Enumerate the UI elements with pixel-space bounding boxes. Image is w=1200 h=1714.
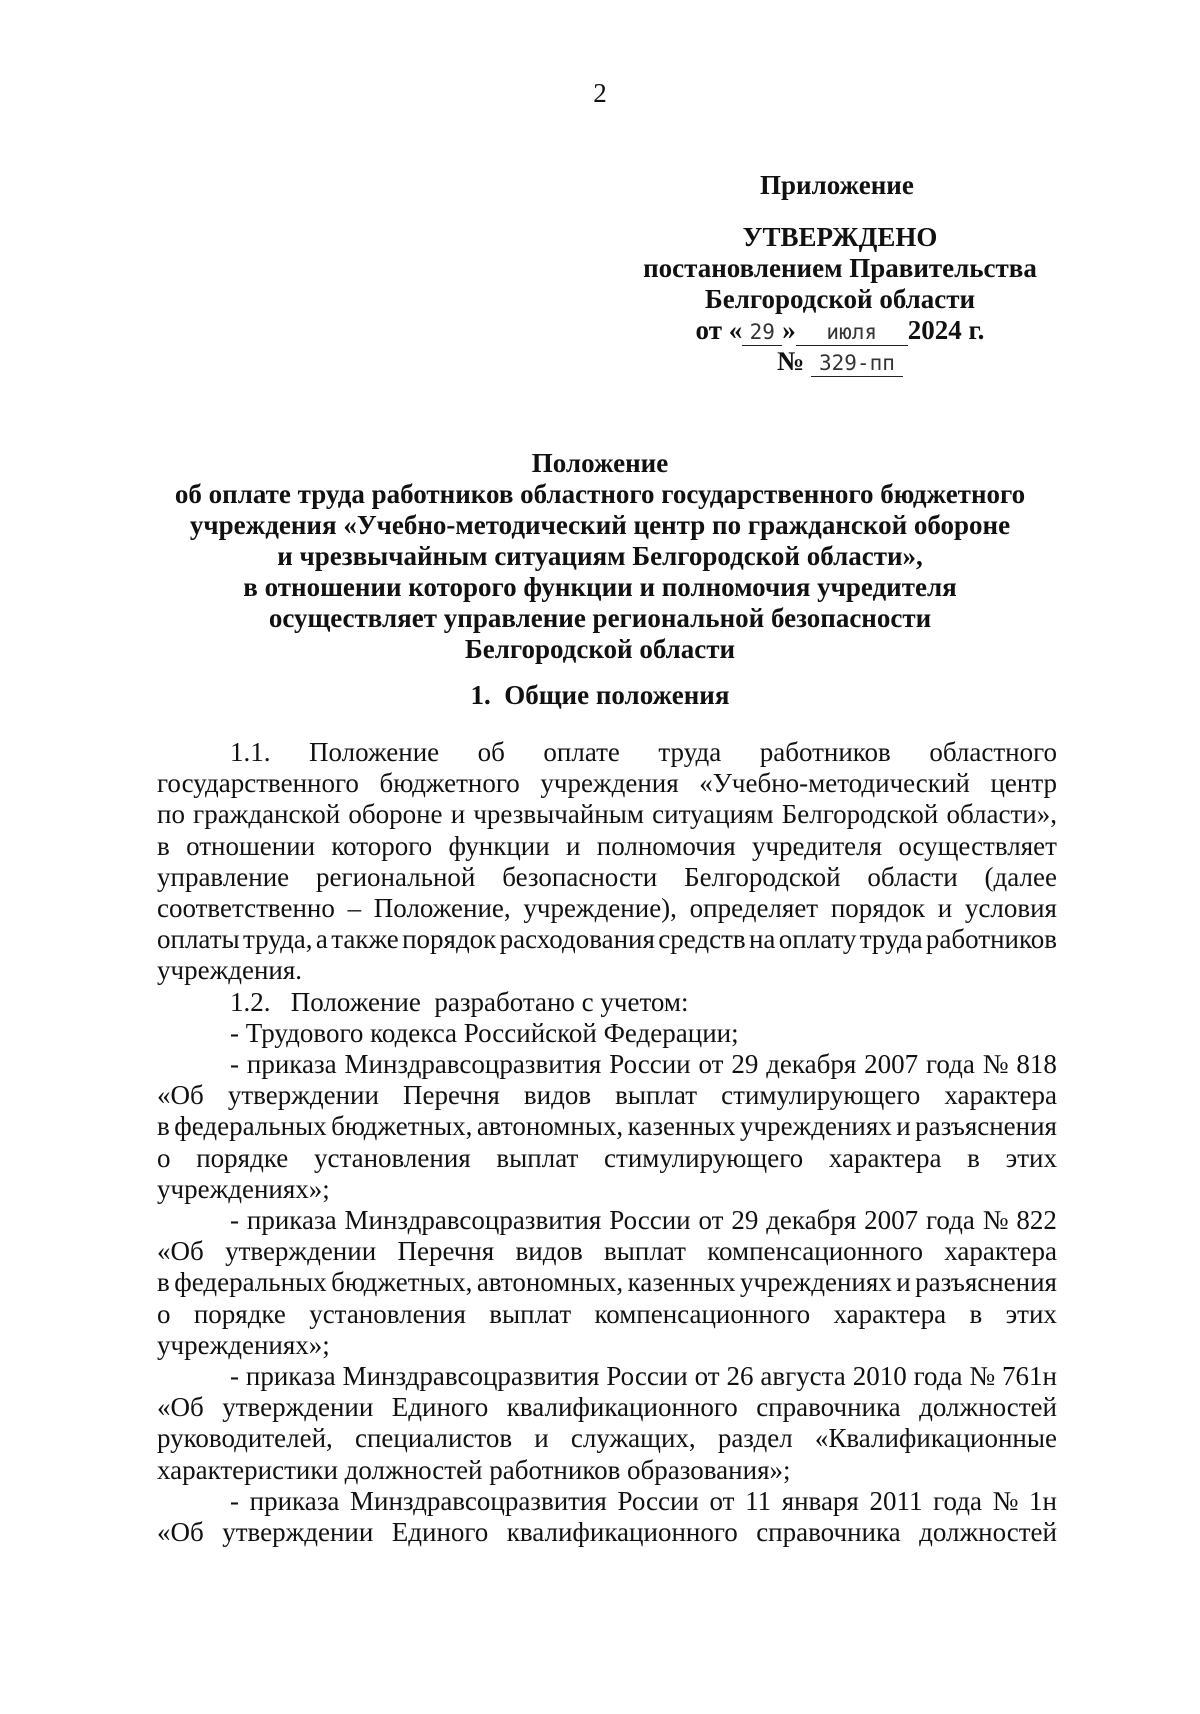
word: – [347,893,362,924]
word: о [157,1298,171,1329]
document-title [150,448,1050,665]
date-mid: » [782,315,796,345]
word: квалификационного [506,1392,738,1423]
paragraph-line [157,799,1057,830]
title-line-1: об оплате труда работников областного государственного бюджетного [174,479,1026,509]
title-heading: Положение [531,448,669,478]
word: Единого [391,1517,489,1548]
word: ситуациям [652,799,774,830]
number-prefix: № [777,346,805,376]
word: - [230,1205,239,1236]
word: «Об [157,1236,204,1267]
word: полномочия [596,830,736,861]
word: оплаты [157,924,240,955]
word: «Об [157,1517,204,1548]
approval-block [640,222,1040,377]
word: автономных, [476,1111,624,1142]
word: управление [157,861,290,892]
word: бюджетных, [331,1111,473,1142]
word: об [477,737,505,767]
word: центр [990,768,1057,799]
word: № [982,1205,1009,1236]
word: отношении [186,830,316,861]
word: от [694,1361,720,1392]
approval-line-1: постановлением Правительства [643,253,1037,283]
word: этих [1005,1298,1057,1329]
word: труда, [243,924,313,955]
paragraph-line [157,862,1057,893]
word: учреждениях [740,1111,892,1142]
word: и [566,830,581,861]
word: № [992,1485,1019,1516]
word: 1н [1028,1485,1057,1516]
word: Перечня [403,1080,500,1111]
word: года [933,1485,982,1516]
word: Перечня [397,1236,495,1267]
list-item-line [157,1361,1057,1392]
word: 26 [726,1361,754,1392]
list-item-line [157,1517,1057,1548]
word: «Учебно-методический [699,768,970,799]
word: 29 [731,1205,759,1236]
word: казенных [627,1111,736,1142]
word: обороне [348,799,443,830]
list-item-line [157,1486,1057,1517]
word: России [617,1485,699,1516]
word: видов [523,1080,592,1111]
word: разъяснения [915,1111,1057,1142]
word: Единого [391,1392,489,1423]
title-line-5: осуществляет управление региональной безопасности [268,603,932,633]
word: выплат [489,1298,572,1329]
word: порядке [193,1298,286,1329]
paragraph-line [157,831,1057,862]
word: года [913,1361,963,1392]
paragraph-line: 1.2. Положение разработано с учетом: [230,986,689,1017]
word: «Квалификационные [814,1423,1057,1454]
word: Минздравсоцразвития [342,1361,600,1392]
approval-line-2: Белгородской области [704,284,976,314]
word: труда [859,924,923,955]
approval-number [640,346,1040,377]
word: специалистов [354,1423,513,1454]
word: Минздравсоцразвития [344,1205,602,1236]
title-line-6: Белгородской области [464,634,736,664]
word: порядок [830,893,926,924]
word: автономных, [476,1267,624,1298]
list-item-line [157,1111,1057,1142]
word: года [926,1049,975,1080]
word: по [157,799,185,830]
word: руководителей, [157,1423,333,1454]
word: региональной [316,861,476,892]
word: приказа [245,1361,336,1392]
word: характера [944,1080,1057,1111]
word: безопасности [502,861,658,892]
word: учреждениях [740,1267,892,1298]
word: характера [828,1142,942,1173]
word: служащих, [570,1423,696,1454]
word: стимулирующего [721,1080,921,1111]
word: Белгородской [781,799,939,830]
word: приказа [249,1485,340,1516]
word: «Об [157,1392,204,1423]
page-number: 2 [593,78,607,108]
word: учредителя [751,830,883,861]
word: гражданской [193,799,341,830]
word: августа [760,1361,846,1392]
word: России [609,1049,691,1080]
word: - [230,1485,239,1516]
word: казенных [627,1267,736,1298]
word: установления [313,1142,471,1173]
word: компенсационного [594,1298,811,1329]
word: учреждения [540,768,679,799]
word: и [534,1423,549,1454]
paragraph-line: учреждения. [157,955,303,986]
word: от [698,1205,724,1236]
word: 29 [731,1049,759,1080]
word: Белгородской [684,861,841,892]
word: функции [448,830,550,861]
word: России [606,1361,688,1392]
section-number: 1. [470,680,491,710]
title-line-4: в отношении которого функции и полномочия учредителя [243,572,957,602]
approval-heading: УТВЕРЖДЕНО [742,222,938,252]
word: а [315,924,328,955]
list-item-line [157,1205,1057,1236]
word: осуществляет [898,830,1057,861]
word: 1.1. [230,737,271,767]
word: от [709,1485,735,1516]
word: справочника [756,1517,901,1548]
word: Положение, [373,893,511,924]
list-item-line [157,1143,1057,1174]
word: должностей [919,1392,1057,1423]
word: и [937,893,953,924]
word: характера [833,1298,947,1329]
word: федеральных [174,1267,327,1298]
word: порядке [196,1142,289,1173]
word: соответственно [157,893,335,924]
word: Минздравсоцразвития [344,1049,602,1080]
word: работников [925,924,1057,955]
word: условия [964,893,1057,924]
word: выплат [496,1142,579,1173]
approval-date [640,315,1040,346]
number-handwritten: 329-пп [811,350,903,377]
paragraph-line [157,768,1057,799]
word: чрезвычайным [473,799,644,830]
word: порядок [402,924,497,955]
word: утверждении [222,1517,374,1548]
word: расходования [499,924,655,955]
appendix-label: Приложение [760,170,914,200]
date-year: 2024 г. [907,315,985,345]
word: раздел [717,1423,793,1454]
word: утверждении [225,1236,377,1267]
word: выплат [615,1080,698,1111]
word: декабря [766,1205,857,1236]
word: Минздравсоцразвития [350,1485,607,1516]
word: от [698,1049,724,1080]
list-item-line [157,1049,1057,1080]
word: компенсационного [707,1236,923,1267]
word: бюджетного [379,768,520,799]
word: разъяснения [915,1267,1057,1298]
section-heading [0,680,1200,711]
word: стимулирующего [604,1142,804,1173]
section-title: Общие положения [504,680,730,710]
list-item-line [157,1423,1057,1454]
word: должностей [919,1517,1057,1548]
word: оплату [778,924,857,955]
list-item-line: - Трудового кодекса Российской Федерации; [230,1017,739,1048]
word: областного [929,737,1057,767]
list-item-line [157,1392,1057,1423]
word: 761н [1002,1361,1057,1392]
list-item-line: характеристики должностей работников образования»; [157,1454,791,1485]
paragraph-line [157,924,1057,955]
word: декабря [766,1049,857,1080]
title-line-2: учреждения «Учебно-методический центр по гражданской обороне [189,510,1011,540]
word: 2010 [852,1361,907,1392]
word: утверждении [227,1080,379,1111]
word: № [969,1361,996,1392]
date-prefix: от « [695,315,743,345]
word: Положение [309,737,440,767]
date-month-handwritten: июля [796,319,908,346]
word: на [748,924,776,955]
word: России [609,1205,691,1236]
word: в [157,1111,170,1142]
word: (далее [984,861,1057,892]
word: в [967,1142,980,1173]
word: 2011 [869,1485,923,1516]
word: «Об [157,1080,204,1111]
word: оплате [543,737,620,767]
list-item-line [157,1080,1057,1111]
word: и [896,1111,911,1142]
word: этих [1005,1142,1057,1173]
word: в [969,1298,983,1329]
word: в [157,830,170,861]
word: труда [658,737,722,767]
word: средств [658,924,746,955]
word: приказа [246,1049,337,1080]
word: о [157,1142,171,1173]
word: определяет [689,893,819,924]
word: характера [944,1236,1057,1267]
word: 11 [745,1485,772,1516]
word: года [926,1205,975,1236]
word: - [230,1049,239,1080]
word: в [157,1267,170,1298]
word: 2007 [864,1205,919,1236]
word: утверждении [222,1392,374,1423]
word: 818 [1016,1049,1057,1080]
word: января [781,1485,859,1516]
word: № [982,1049,1009,1080]
word: видов [515,1236,583,1267]
word: государственного [157,768,359,799]
paragraph-line [157,737,1057,768]
list-item-line [157,1267,1057,1298]
word: квалификационного [506,1517,738,1548]
word: также [331,924,399,955]
word: выплат [604,1236,686,1267]
list-item-line: учреждениях»; [157,1173,330,1204]
word: бюджетных, [331,1267,473,1298]
word: которого [331,830,433,861]
word: и [450,799,466,830]
word: приказа [246,1205,337,1236]
word: и [896,1267,911,1298]
list-item-line [157,1299,1057,1330]
word: 2007 [864,1049,919,1080]
list-item-line: учреждениях»; [157,1329,330,1360]
word: федеральных [174,1111,327,1142]
word: 822 [1016,1205,1057,1236]
word: области», [946,799,1057,830]
word: учреждение), [523,893,677,924]
list-item-line [157,1236,1057,1267]
paragraph-line [157,893,1057,924]
word: - [230,1361,239,1392]
title-line-3: и чрезвычайным ситуациям Белгородской области», [277,541,923,571]
word: области [867,861,958,892]
word: справочника [756,1392,901,1423]
word: установления [309,1298,466,1329]
word: работников [759,737,891,767]
body-text [157,737,1057,1548]
date-day-handwritten: 29 [742,319,782,346]
